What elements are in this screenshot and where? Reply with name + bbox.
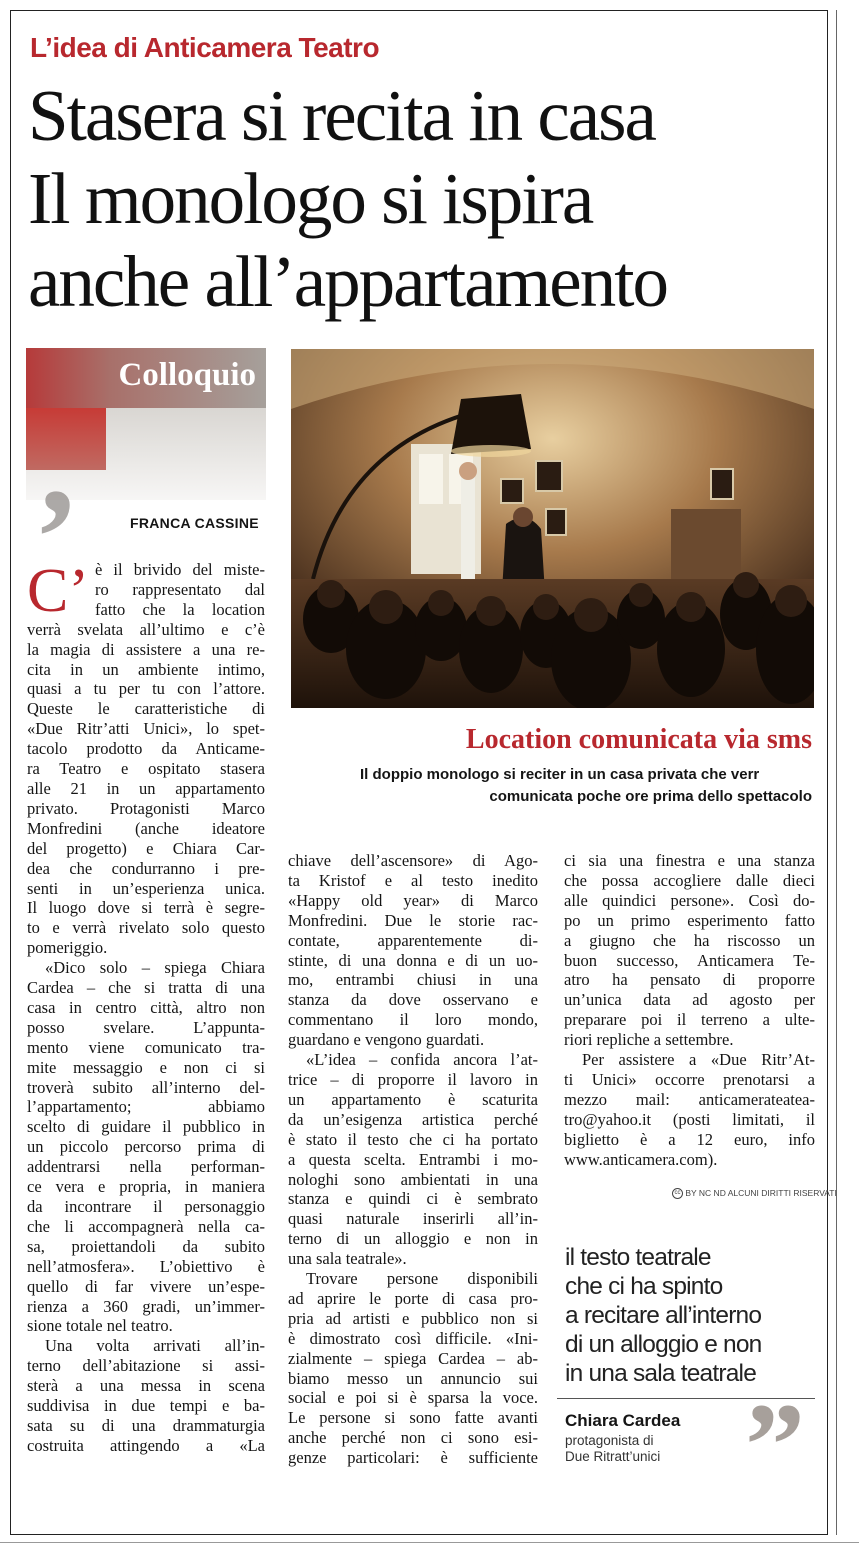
article-line: Queste le caratteristiche di [27,699,265,719]
article-line: un’unica data ad agosto per [564,990,815,1010]
article-line: trice – di proporre il lavoro in [288,1069,538,1089]
article-line: troverà subito all’interno del- [27,1077,265,1097]
article-line: a questa scelta. Entrambi i mo- [288,1149,538,1169]
article-line: «Due Ritr’atti Unici», lo spet- [27,719,265,739]
article-line: rienza a 360 gradi, un’immer- [27,1296,265,1316]
article-line: commentano il loro mondo, [288,1010,538,1030]
article-line: sione totale nel teatro. [27,1316,173,1336]
article-line: senti in un’esperienza unica. [27,878,265,898]
article-line: to e verrà rivelato solo questo [27,918,265,938]
article-line: alle quindici persone». Così do- [564,890,815,910]
article-line: quello di far vivere un’espe- [27,1276,265,1296]
article-line: mezzo mail: anticamerateatea- [564,1089,815,1109]
open-quote-graphic: , [40,388,75,543]
article-line: biglietto è a 12 euro, info [564,1129,815,1149]
article-line: preparare poi il terreno a ulte- [564,1010,815,1030]
article-line: tro@yahoo.it (posti limitati, il [564,1109,815,1129]
photo-caption [300,764,812,808]
article-line: «Happy old year» di Marco [288,890,538,910]
article-line: nell’atmosfera». L’obiettivo è [27,1256,265,1276]
article-line: biamo messo un annuncio sui [288,1368,538,1388]
article-line: Monfredini. Due le storie rac- [288,910,538,930]
article-line: ti Unici» occorre prenotarsi a [564,1069,815,1089]
article-line: www.anticamera.com). [564,1149,718,1169]
article-line: Per assistere a «Due Ritr’At- [582,1050,815,1070]
article-line: Monfredini (anche ideatore [27,818,265,838]
headline-line-1: Stasera si recita in casa [28,75,655,156]
photo-illustration [291,349,814,708]
article-line: addentrarsi nella performan- [27,1157,265,1177]
cc-icon: cc [672,1188,683,1199]
article-line: genze particolari: è sufficiente [288,1448,538,1468]
pull-quote-line: di un alloggio e non [565,1331,762,1358]
article-line: contate, apparentemente di- [288,930,538,950]
byline: FRANCA CASSINE [130,515,259,531]
article-line: po un primo esperimento fatto [564,910,815,930]
article-line: sata su di una drammaturgia [27,1415,265,1435]
article-line: a giugno che ha riscosso un [564,930,815,950]
article-line: sa, proiettandoli da subito [27,1236,265,1256]
article-line: un piccolo percorso prima di [27,1137,265,1157]
article-line: «L’idea – confida ancora l’at- [306,1050,538,1070]
article-line: cita in un ambiente intimo, [27,659,265,679]
article-line: chiave dell’ascensore» di Ago- [288,851,538,870]
article-line: terno dell’abitazione si assi- [27,1356,265,1376]
article-line: zialmente – spiega Cardea – ab- [288,1348,538,1368]
pull-quote [565,1243,815,1388]
drop-cap: C’ [27,557,89,625]
headline [28,74,818,323]
pull-quote-line: a recitare all’interno [565,1302,762,1329]
article-line: è il brivido del miste- [95,560,265,579]
article-line: mo, entrambi chiusi in una [288,970,538,990]
article-line: ra Teatro e ospitato stasera [27,759,265,779]
license-notice [672,1188,837,1199]
article-line: verrà svelata all’ultimo e c’è [27,619,265,639]
article-line: quasi naturale inserirli all’in- [288,1209,538,1229]
article-line: una sala teatrale». [288,1249,407,1269]
article-line: scelto di guidare il pubblico in [27,1117,265,1137]
article-column-2 [288,851,538,1468]
article-line: stanza da dove osservano e [288,990,538,1010]
article-line: alle 21 in un appartamento [27,778,265,798]
photo-caption-line-2: comunicata poche ore prima dello spettacolo [489,788,812,805]
close-quote-icon: ” [745,1378,805,1511]
article-line: la magia di assistere a una re- [27,639,265,659]
article-line: «Dico solo – spiega Chiara [45,958,265,978]
article-column-1 [27,557,265,1456]
kicker: L’idea di Anticamera Teatro [30,32,380,63]
article-line: posso svelare. L’appunta- [27,1017,265,1037]
article-line: un appartamento è scaturita [288,1089,538,1109]
section-label: Colloquio [118,357,256,393]
headline-line-3: anche all’appartamento [28,241,667,322]
article-line: atro ha pensato di proporre [564,970,815,990]
article-line: guardano e vengono guardati. [288,1030,485,1050]
quote-author-role [565,1433,660,1465]
article-line: terno di un alloggio e non in [288,1229,538,1249]
article-line: che possa accogliere dalle dieci [564,870,815,890]
pull-quote-line: in una sala teatrale [565,1360,757,1387]
article-line: social e poi si è sparsa la voce. [288,1388,538,1408]
article-line: mento viene comunicato tra- [27,1037,265,1057]
article-line: Cardea – che si tratta di una [27,978,265,998]
article-line: buon successo, Anticamera Te- [564,950,815,970]
article-line: fatto che la location [95,599,265,619]
article-line: da incontrare il personaggio [27,1197,265,1216]
article-line: casa in centro città, altro non [27,997,265,1017]
article-column-3 [564,851,815,1170]
article-line: anche perché non ci sono esi- [288,1428,538,1448]
bottom-rule [0,1542,859,1543]
pull-quote-line: il testo teatrale [565,1244,711,1271]
photo-caption-line-1: Il doppio monologo si reciter in un casa privata che verr [360,766,760,783]
article-line: ci sia una finestra e una stanza [564,851,815,870]
article-line: ce vera e propria, in maniera [27,1177,265,1197]
article-line: stanza e quindi ci è sembrato [288,1189,538,1209]
article-line: Una volta arrivati all’in- [45,1336,265,1356]
article-line: che li accompagnerà nella ca- [27,1216,265,1236]
article-line: del progetto) e Chiara Car- [27,838,265,858]
article-line: Le persone si sono fatte avanti [288,1408,538,1428]
article-line: Il luogo dove si terrà è segre- [27,898,265,918]
article-line: privato. Protagonisti Marco [27,798,265,818]
outer-rule [836,10,837,1535]
article-line: nologhi sono ambientati in una [288,1169,538,1189]
photo-caption-title: Location comunicata via sms [465,724,812,755]
article-photo [291,349,814,708]
article-line: ta Kristof e al testo inedito [288,870,538,890]
article-line: mite messaggio e non ci si [27,1057,265,1077]
article-line: riori repliche a settembre. [564,1030,734,1050]
article-line: è dimostrato così difficile. «Ini- [288,1328,538,1348]
article-line: quasi a tu per tu con l’attore. [27,679,265,699]
quote-author-role-line-2: Due Ritratt’unici [565,1449,661,1464]
article-line: l’appartamento; abbiamo [27,1097,265,1117]
article-line: costruita attingendo a «La [27,1435,265,1455]
article-line: suddivisa in due tempi e ba- [27,1396,265,1416]
article-line: sterà a una messa in scena [27,1376,265,1396]
headline-line-2: Il monologo si ispira [28,158,593,239]
quote-author-role-line-1: protagonista di [565,1433,654,1448]
pull-quote-line: che ci ha spinto [565,1273,723,1300]
article-line: da un’esigenza artistica perché [288,1109,538,1129]
article-line: tacolo prodotto da Anticame- [27,739,265,759]
article-line: stinte, di una donna e di un uo- [288,950,538,970]
quote-author-name: Chiara Cardea [565,1411,681,1430]
article-line: ro rappresentato dal [95,579,265,599]
article-line: è stato il testo che ci ha portato [288,1129,538,1149]
article-line: Trovare persone disponibili [306,1269,538,1289]
article-line: dea che condurranno i pre- [27,858,265,878]
article-line: pomeriggio. [27,938,108,958]
license-text: BY NC ND ALCUNI DIRITTI RISERVATI [685,1188,837,1198]
article-line: ad aprire le porte di casa pro- [288,1288,538,1308]
article-line: pria ad artisti e pubblico non si [288,1308,538,1328]
